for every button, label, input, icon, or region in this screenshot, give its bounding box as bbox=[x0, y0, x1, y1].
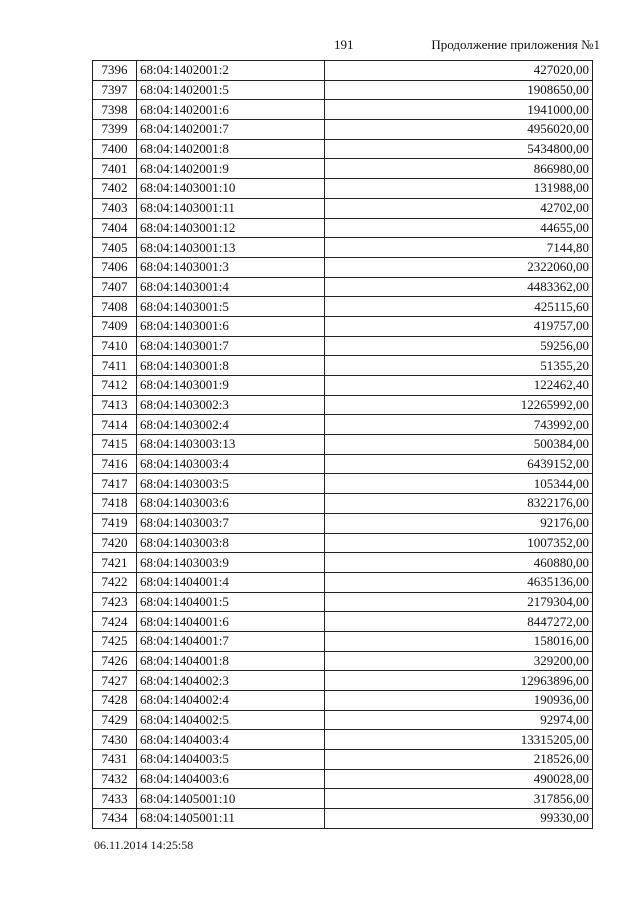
cadastral-value: 105344,00 bbox=[325, 474, 593, 494]
row-number: 7421 bbox=[93, 553, 137, 573]
cadastral-value: 42702,00 bbox=[325, 198, 593, 218]
cadastral-number: 68:04:1404003:5 bbox=[137, 750, 325, 770]
row-number: 7410 bbox=[93, 336, 137, 356]
table-row bbox=[93, 474, 593, 494]
cadastral-value: 500384,00 bbox=[325, 435, 593, 455]
cadastral-number: 68:04:1403003:6 bbox=[137, 494, 325, 514]
cadastral-value: 6439152,00 bbox=[325, 454, 593, 474]
row-number: 7427 bbox=[93, 671, 137, 691]
table-row bbox=[93, 750, 593, 770]
cadastral-value: 13315205,00 bbox=[325, 730, 593, 750]
cadastral-value: 419757,00 bbox=[325, 316, 593, 336]
cadastral-number: 68:04:1402001:2 bbox=[137, 61, 325, 81]
table-row bbox=[93, 553, 593, 573]
page-number: 191 bbox=[334, 37, 354, 52]
row-number: 7413 bbox=[93, 395, 137, 415]
table-body bbox=[93, 61, 593, 829]
row-number: 7411 bbox=[93, 356, 137, 376]
table-row bbox=[93, 435, 593, 455]
table-row bbox=[93, 336, 593, 356]
cadastral-value: 8322176,00 bbox=[325, 494, 593, 514]
table-row bbox=[93, 80, 593, 100]
row-number: 7433 bbox=[93, 789, 137, 809]
table-row bbox=[93, 238, 593, 258]
cadastral-number: 68:04:1404001:6 bbox=[137, 612, 325, 632]
table-row bbox=[93, 769, 593, 789]
row-number: 7409 bbox=[93, 316, 137, 336]
cadastral-value: 122462,40 bbox=[325, 376, 593, 396]
row-number: 7432 bbox=[93, 769, 137, 789]
row-number: 7407 bbox=[93, 277, 137, 297]
cadastral-value: 425115,60 bbox=[325, 297, 593, 317]
cadastral-value: 866980,00 bbox=[325, 159, 593, 179]
cadastral-number: 68:04:1402001:7 bbox=[137, 120, 325, 140]
row-number: 7414 bbox=[93, 415, 137, 435]
cadastral-number: 68:04:1403001:12 bbox=[137, 218, 325, 238]
cadastral-number: 68:04:1402001:9 bbox=[137, 159, 325, 179]
row-number: 7400 bbox=[93, 139, 137, 159]
cadastral-value: 5434800,00 bbox=[325, 139, 593, 159]
cadastral-number: 68:04:1404001:7 bbox=[137, 631, 325, 651]
row-number: 7425 bbox=[93, 631, 137, 651]
table-row bbox=[93, 395, 593, 415]
cadastral-number: 68:04:1403003:8 bbox=[137, 533, 325, 553]
cadastral-value: 218526,00 bbox=[325, 750, 593, 770]
table-row bbox=[93, 100, 593, 120]
table-row bbox=[93, 651, 593, 671]
cadastral-number: 68:04:1404002:3 bbox=[137, 671, 325, 691]
cadastral-number: 68:04:1403001:4 bbox=[137, 277, 325, 297]
table-row bbox=[93, 730, 593, 750]
cadastral-value: 51355,20 bbox=[325, 356, 593, 376]
cadastral-value: 2179304,00 bbox=[325, 592, 593, 612]
cadastral-number: 68:04:1405001:10 bbox=[137, 789, 325, 809]
row-number: 7422 bbox=[93, 572, 137, 592]
cadastral-number: 68:04:1403001:5 bbox=[137, 297, 325, 317]
cadastral-number: 68:04:1404003:6 bbox=[137, 769, 325, 789]
cadastral-value: 190936,00 bbox=[325, 691, 593, 711]
row-number: 7423 bbox=[93, 592, 137, 612]
cadastral-value: 12963896,00 bbox=[325, 671, 593, 691]
table-row bbox=[93, 218, 593, 238]
table-row bbox=[93, 612, 593, 632]
cadastral-number: 68:04:1404001:8 bbox=[137, 651, 325, 671]
table-row bbox=[93, 376, 593, 396]
continuation-heading: Продолжение приложения №1 bbox=[431, 37, 600, 52]
table-row bbox=[93, 513, 593, 533]
table-row bbox=[93, 671, 593, 691]
cadastral-number: 68:04:1404003:4 bbox=[137, 730, 325, 750]
cadastral-value: 92176,00 bbox=[325, 513, 593, 533]
cadastral-value: 131988,00 bbox=[325, 179, 593, 199]
table-row bbox=[93, 159, 593, 179]
row-number: 7412 bbox=[93, 376, 137, 396]
cadastral-value: 490028,00 bbox=[325, 769, 593, 789]
table-row bbox=[93, 415, 593, 435]
cadastral-value: 317856,00 bbox=[325, 789, 593, 809]
row-number: 7408 bbox=[93, 297, 137, 317]
cadastral-number: 68:04:1403001:9 bbox=[137, 376, 325, 396]
cadastral-number: 68:04:1403001:8 bbox=[137, 356, 325, 376]
cadastral-number: 68:04:1404001:5 bbox=[137, 592, 325, 612]
cadastral-value: 1908650,00 bbox=[325, 80, 593, 100]
row-number: 7403 bbox=[93, 198, 137, 218]
table-row bbox=[93, 631, 593, 651]
row-number: 7426 bbox=[93, 651, 137, 671]
footer-timestamp: 06.11.2014 14:25:58 bbox=[94, 838, 194, 852]
cadastral-number: 68:04:1404002:5 bbox=[137, 710, 325, 730]
cadastral-value: 1941000,00 bbox=[325, 100, 593, 120]
row-number: 7419 bbox=[93, 513, 137, 533]
cadastral-number: 68:04:1403002:3 bbox=[137, 395, 325, 415]
table-row bbox=[93, 710, 593, 730]
row-number: 7416 bbox=[93, 454, 137, 474]
cadastral-number: 68:04:1403001:10 bbox=[137, 179, 325, 199]
table-row bbox=[93, 454, 593, 474]
cadastral-number: 68:04:1403001:3 bbox=[137, 257, 325, 277]
cadastral-number: 68:04:1403001:11 bbox=[137, 198, 325, 218]
cadastral-value: 12265992,00 bbox=[325, 395, 593, 415]
row-number: 7404 bbox=[93, 218, 137, 238]
cadastral-number: 68:04:1403003:5 bbox=[137, 474, 325, 494]
cadastral-number: 68:04:1403003:4 bbox=[137, 454, 325, 474]
cadastral-number: 68:04:1403001:6 bbox=[137, 316, 325, 336]
cadastral-value-table bbox=[92, 60, 593, 829]
cadastral-value: 99330,00 bbox=[325, 809, 593, 829]
cadastral-value: 329200,00 bbox=[325, 651, 593, 671]
row-number: 7399 bbox=[93, 120, 137, 140]
row-number: 7415 bbox=[93, 435, 137, 455]
cadastral-value: 7144,80 bbox=[325, 238, 593, 258]
cadastral-number: 68:04:1405001:11 bbox=[137, 809, 325, 829]
cadastral-value: 44655,00 bbox=[325, 218, 593, 238]
table-row bbox=[93, 494, 593, 514]
table-row bbox=[93, 120, 593, 140]
row-number: 7402 bbox=[93, 179, 137, 199]
cadastral-value: 4635136,00 bbox=[325, 572, 593, 592]
cadastral-value: 158016,00 bbox=[325, 631, 593, 651]
row-number: 7406 bbox=[93, 257, 137, 277]
row-number: 7430 bbox=[93, 730, 137, 750]
table-row bbox=[93, 809, 593, 829]
row-number: 7434 bbox=[93, 809, 137, 829]
table-row bbox=[93, 257, 593, 277]
row-number: 7431 bbox=[93, 750, 137, 770]
cadastral-value: 743992,00 bbox=[325, 415, 593, 435]
row-number: 7429 bbox=[93, 710, 137, 730]
table-row bbox=[93, 572, 593, 592]
row-number: 7420 bbox=[93, 533, 137, 553]
cadastral-value: 427020,00 bbox=[325, 61, 593, 81]
cadastral-number: 68:04:1404002:4 bbox=[137, 691, 325, 711]
cadastral-number: 68:04:1404001:4 bbox=[137, 572, 325, 592]
cadastral-number: 68:04:1403003:13 bbox=[137, 435, 325, 455]
cadastral-number: 68:04:1403003:9 bbox=[137, 553, 325, 573]
row-number: 7396 bbox=[93, 61, 137, 81]
table-row bbox=[93, 356, 593, 376]
table-row bbox=[93, 691, 593, 711]
cadastral-number: 68:04:1402001:6 bbox=[137, 100, 325, 120]
table-row bbox=[93, 297, 593, 317]
row-number: 7424 bbox=[93, 612, 137, 632]
table-row bbox=[93, 198, 593, 218]
table-row bbox=[93, 139, 593, 159]
cadastral-value: 8447272,00 bbox=[325, 612, 593, 632]
cadastral-number: 68:04:1403001:13 bbox=[137, 238, 325, 258]
cadastral-number: 68:04:1403002:4 bbox=[137, 415, 325, 435]
cadastral-value: 460880,00 bbox=[325, 553, 593, 573]
row-number: 7428 bbox=[93, 691, 137, 711]
table-row bbox=[93, 789, 593, 809]
cadastral-number: 68:04:1402001:8 bbox=[137, 139, 325, 159]
cadastral-number: 68:04:1402001:5 bbox=[137, 80, 325, 100]
cadastral-value: 59256,00 bbox=[325, 336, 593, 356]
table-row bbox=[93, 277, 593, 297]
row-number: 7398 bbox=[93, 100, 137, 120]
row-number: 7397 bbox=[93, 80, 137, 100]
row-number: 7418 bbox=[93, 494, 137, 514]
cadastral-value: 4483362,00 bbox=[325, 277, 593, 297]
cadastral-number: 68:04:1403003:7 bbox=[137, 513, 325, 533]
cadastral-number: 68:04:1403001:7 bbox=[137, 336, 325, 356]
cadastral-value: 92974,00 bbox=[325, 710, 593, 730]
cadastral-value: 1007352,00 bbox=[325, 533, 593, 553]
table-row bbox=[93, 61, 593, 81]
table-row bbox=[93, 316, 593, 336]
row-number: 7417 bbox=[93, 474, 137, 494]
row-number: 7405 bbox=[93, 238, 137, 258]
row-number: 7401 bbox=[93, 159, 137, 179]
table-row bbox=[93, 179, 593, 199]
table-row bbox=[93, 592, 593, 612]
table-row bbox=[93, 533, 593, 553]
cadastral-value: 4956020,00 bbox=[325, 120, 593, 140]
cadastral-value: 2322060,00 bbox=[325, 257, 593, 277]
